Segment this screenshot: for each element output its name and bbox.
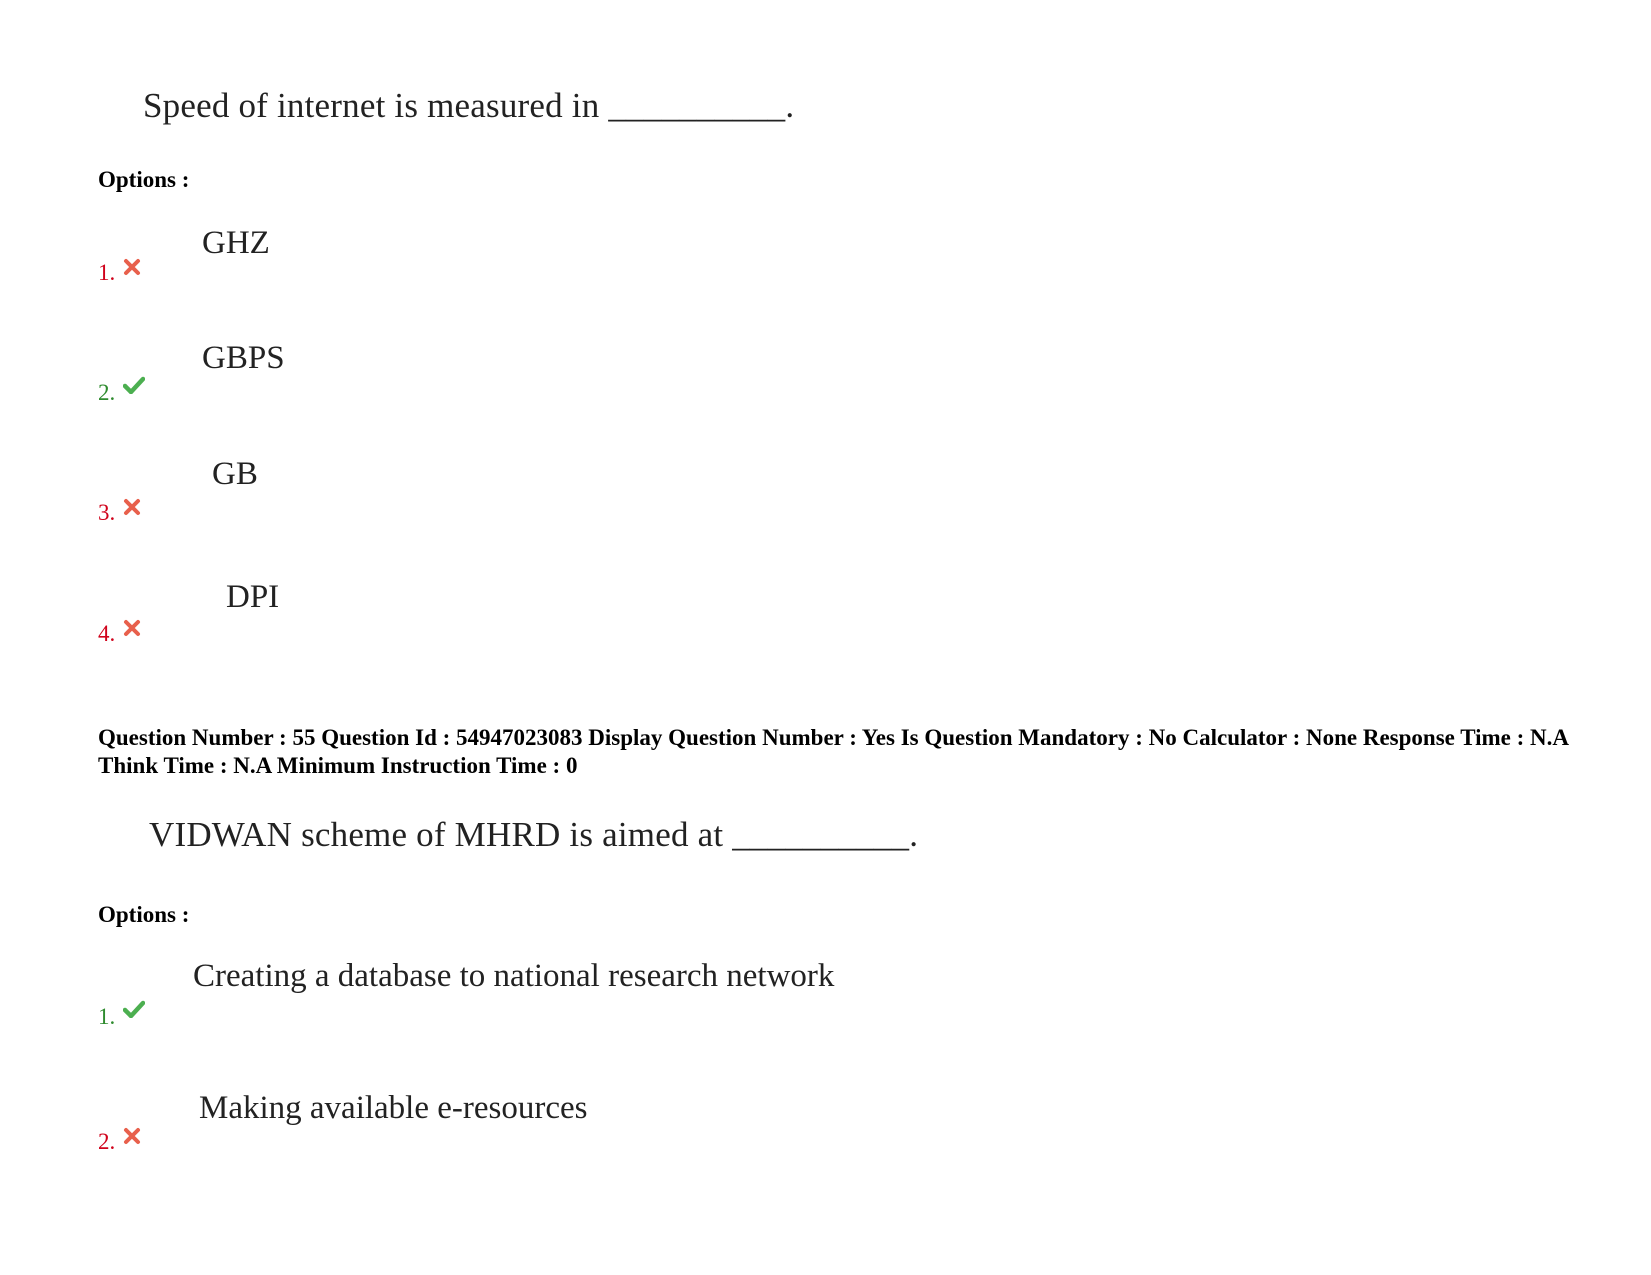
option-number: 3. — [98, 500, 116, 525]
question-text: Speed of internet is measured in __________. — [143, 86, 795, 125]
question-meta: Question Number : 55 Question Id : 54947023083 Display Question Number : Yes Is Question Mandatory : No Calculator : None Response Time : N.A Think Time : N.A Minimum Instruction Time : 0 — [98, 725, 1568, 778]
option-text: Creating a database to national research network — [193, 958, 835, 994]
question-text: VIDWAN scheme of MHRD is aimed at __________. — [149, 815, 919, 854]
option-number: 2. — [98, 380, 116, 405]
check-icon — [123, 376, 145, 394]
option-text: GHZ — [202, 225, 270, 261]
option-number: 4. — [98, 621, 116, 646]
option-row — [98, 500, 141, 526]
option-row — [98, 380, 145, 406]
option-text: GBPS — [202, 340, 285, 376]
option-row — [98, 1129, 141, 1155]
option-text: GB — [212, 456, 258, 492]
cross-icon — [123, 1127, 141, 1145]
option-number: 1. — [98, 260, 116, 285]
option-text: Making available e-resources — [199, 1090, 588, 1126]
cross-icon — [123, 258, 141, 276]
option-row — [98, 260, 141, 286]
option-row — [98, 1004, 145, 1030]
cross-icon — [123, 619, 141, 637]
check-icon — [123, 1000, 145, 1018]
option-number: 1. — [98, 1004, 116, 1029]
option-text: DPI — [226, 579, 280, 615]
options-label: Options : — [98, 902, 190, 927]
option-row — [98, 621, 141, 647]
options-label: Options : — [98, 167, 190, 192]
cross-icon — [123, 498, 141, 516]
option-number: 2. — [98, 1129, 116, 1154]
